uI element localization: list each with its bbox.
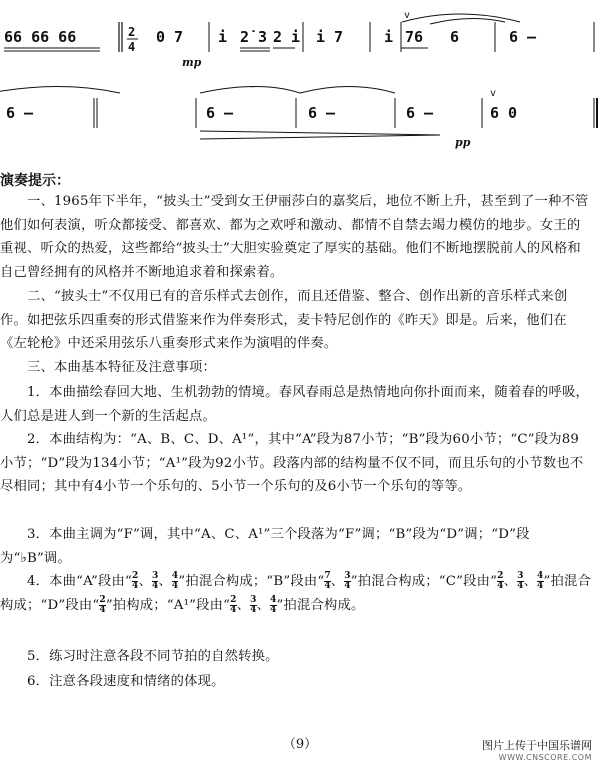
- time-signature-fraction: $\frac{3}{4}$: [517, 571, 524, 591]
- page-number: （9）: [282, 737, 318, 752]
- dynamic-mark: mp: [182, 56, 202, 69]
- note: 6: [450, 28, 460, 46]
- time-signature-fraction: $\frac{3}{4}$: [344, 571, 351, 591]
- time-sig-num: 2: [128, 25, 136, 39]
- measure: i 7: [316, 28, 344, 46]
- note: 76: [405, 28, 424, 46]
- paragraph: 一、1965年下半年，“披头士”受到女王伊丽莎白的嘉奖后，地位不断上升，甚至到了一种不管他们如何表演，听众都接受、都喜欢、都为之欢呼和激动、都情不自禁去竭力模仿的地步。女王的重视、听众的热爱，这些都给“披头士”大胆实验奠定了厚实的基础。他们不断地摆脱前人的风格和自己曾经拥有的风格并不断地追求着和探索着。: [0, 194, 589, 280]
- paragraph: 4．本曲“A”段由“ $\frac{2}{4}$ 、 $\frac{3}{4}$ 、 $\frac{4}{4}$ ”拍混合构成；“B”段由“ $\frac{7}{4}$ 、 $\frac{3}{4}$ ”拍混合构成；“C”段由“ $\frac{2}{4}$ 、 $\frac{3}{4}$ 、 $\frac{4}{4}$ ”拍混合构成；“D”段由“ $\frac{2}{4}$ ”拍构成；“A¹”段由“ $\frac{2}{4}$ 、 $\frac{3}{4}$ 、 $\frac{4}{4}$ ”拍混合构成。: [0, 571, 592, 615]
- svg-text:v: v: [490, 88, 497, 99]
- paragraph: 1．本曲描绘春回大地、生机勃勃的情境。春风春雨总是热情地向你扑面而来，随着春的呼吸，人们总是进人到一个新的生活起点。: [0, 385, 590, 424]
- time-signature-fraction: $\frac{4}{4}$: [171, 571, 179, 591]
- music-score: [0, 0, 600, 150]
- watermark-url: WWW.CNSCORE.COM: [498, 753, 592, 762]
- paragraph: 三、本曲基本特征及注意事项：: [0, 360, 216, 375]
- paragraph: 3．本曲主调为“F”调，其中“A、C、A¹”三个段落为“F”调；“B”段为“D”调；“D”段为“♭B”调。: [0, 527, 530, 566]
- time-signature-fraction: $\frac{7}{4}$: [324, 571, 331, 591]
- time-signature-fraction: $\frac{4}{4}$: [270, 595, 277, 615]
- measure: 6 –: [308, 104, 336, 122]
- time-signature-fraction: $\frac{3}{4}$: [151, 571, 159, 591]
- measure: 6 –: [406, 104, 434, 122]
- time-sig-den: 4: [128, 40, 136, 54]
- measure: 6 –: [509, 28, 537, 46]
- time-signature-fraction: $\frac{2}{4}$: [99, 595, 106, 615]
- paragraph: 二、“披头士”不仅用已有的音乐样式去创作，而且还借鉴、整合、创作出新的音乐样式来创作。如把弦乐四重奏的形式借鉴来作为伴奏形式，麦卡特尼创作的《昨天》即是。后来，他们在《左轮枪》中还采用弦乐八重奏形式来作为演唱的伴奏。: [0, 289, 568, 351]
- measure: 6 –: [206, 104, 234, 122]
- dynamic-mark: pp: [455, 136, 471, 149]
- time-signature-fraction: $\frac{2}{4}$: [497, 571, 504, 591]
- measure: 6 0: [490, 104, 518, 122]
- time-signature-fraction: $\frac{2}{4}$: [230, 595, 237, 615]
- measure: 6 –: [6, 104, 34, 122]
- svg-text:v: v: [404, 10, 411, 21]
- watermark: [482, 737, 592, 762]
- section-heading: 演奏提示：: [0, 173, 70, 189]
- time-signature-fraction: $\frac{4}{4}$: [537, 571, 544, 591]
- note: i: [218, 28, 228, 46]
- note: i: [384, 28, 394, 46]
- note: 2˙3: [240, 28, 268, 46]
- time-signature-fraction: $\frac{2}{4}$: [131, 571, 139, 591]
- paragraph: 2．本曲结构为：“A、B、C、D、A¹”，其中“A”段为87小节；“B”段为60小节；“C”段为89小节；“D”段为134小节；“A¹”段为92小节。段落内部的结构量不仅不同，而且乐句的小节数也不尽相同；其中有4小节一个乐句的、5小节一个乐句的及6小节一个乐句的等等。: [0, 432, 584, 494]
- note-group: 66 66 66: [4, 28, 77, 46]
- paragraph: 5．练习时注意各段不同节拍的自然转换。: [0, 649, 279, 664]
- time-signature-fraction: $\frac{3}{4}$: [250, 595, 257, 615]
- paragraph: 6．注意各段速度和情绪的体现。: [0, 674, 225, 689]
- measure: 0 7: [156, 28, 184, 46]
- watermark-text: 图片上传于中国乐谱网: [482, 739, 592, 752]
- note: 2 i: [273, 28, 301, 46]
